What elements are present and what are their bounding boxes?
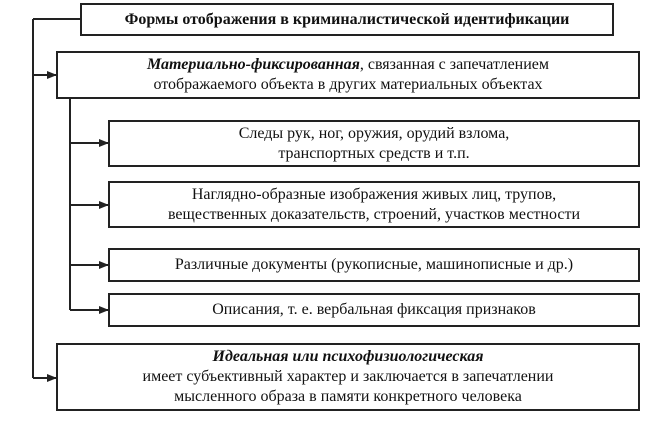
material-item-1-line-2: транспортных средств и т.п. bbox=[278, 144, 470, 162]
root-box bbox=[80, 3, 614, 36]
material-item-1-line-1: Следы рук, ног, оружия, орудий взлома, bbox=[238, 124, 510, 142]
material-item-4-box bbox=[108, 293, 640, 327]
ideal-line-3: мысленного образа в памяти конкретного человека bbox=[174, 388, 522, 405]
material-line-1-rest: , связанная с запечатлением bbox=[359, 56, 550, 73]
material-item-2-line-1: Наглядно-образные изображения живых лиц, трупов, bbox=[191, 185, 557, 203]
material-item-2-box bbox=[108, 181, 640, 228]
material-item-4-line-1: Описания, т. е. вербальная фиксация признаков bbox=[212, 301, 536, 318]
material-item-1-box bbox=[108, 120, 640, 167]
material-item-3-box bbox=[108, 248, 640, 282]
material-item-3-line-1: Различные документы (рукописные, машинописные и др.) bbox=[174, 256, 574, 273]
material-line-1 bbox=[147, 55, 549, 75]
ideal-name: Идеальная или психофизиологическая bbox=[212, 348, 484, 365]
material-box bbox=[56, 51, 640, 99]
material-item-2-line-2: вещественных доказательств, строений, участков местности bbox=[167, 205, 581, 223]
material-line-2: отображаемого объекта в других материальных объектах bbox=[153, 76, 543, 93]
ideal-box bbox=[56, 343, 640, 411]
root-title: Формы отображения в криминалистической идентификации bbox=[124, 10, 570, 28]
ideal-line-2: имеет субъективный характер и заключается в запечатлении bbox=[142, 368, 554, 385]
material-name: Материально-фиксированная bbox=[146, 56, 360, 73]
